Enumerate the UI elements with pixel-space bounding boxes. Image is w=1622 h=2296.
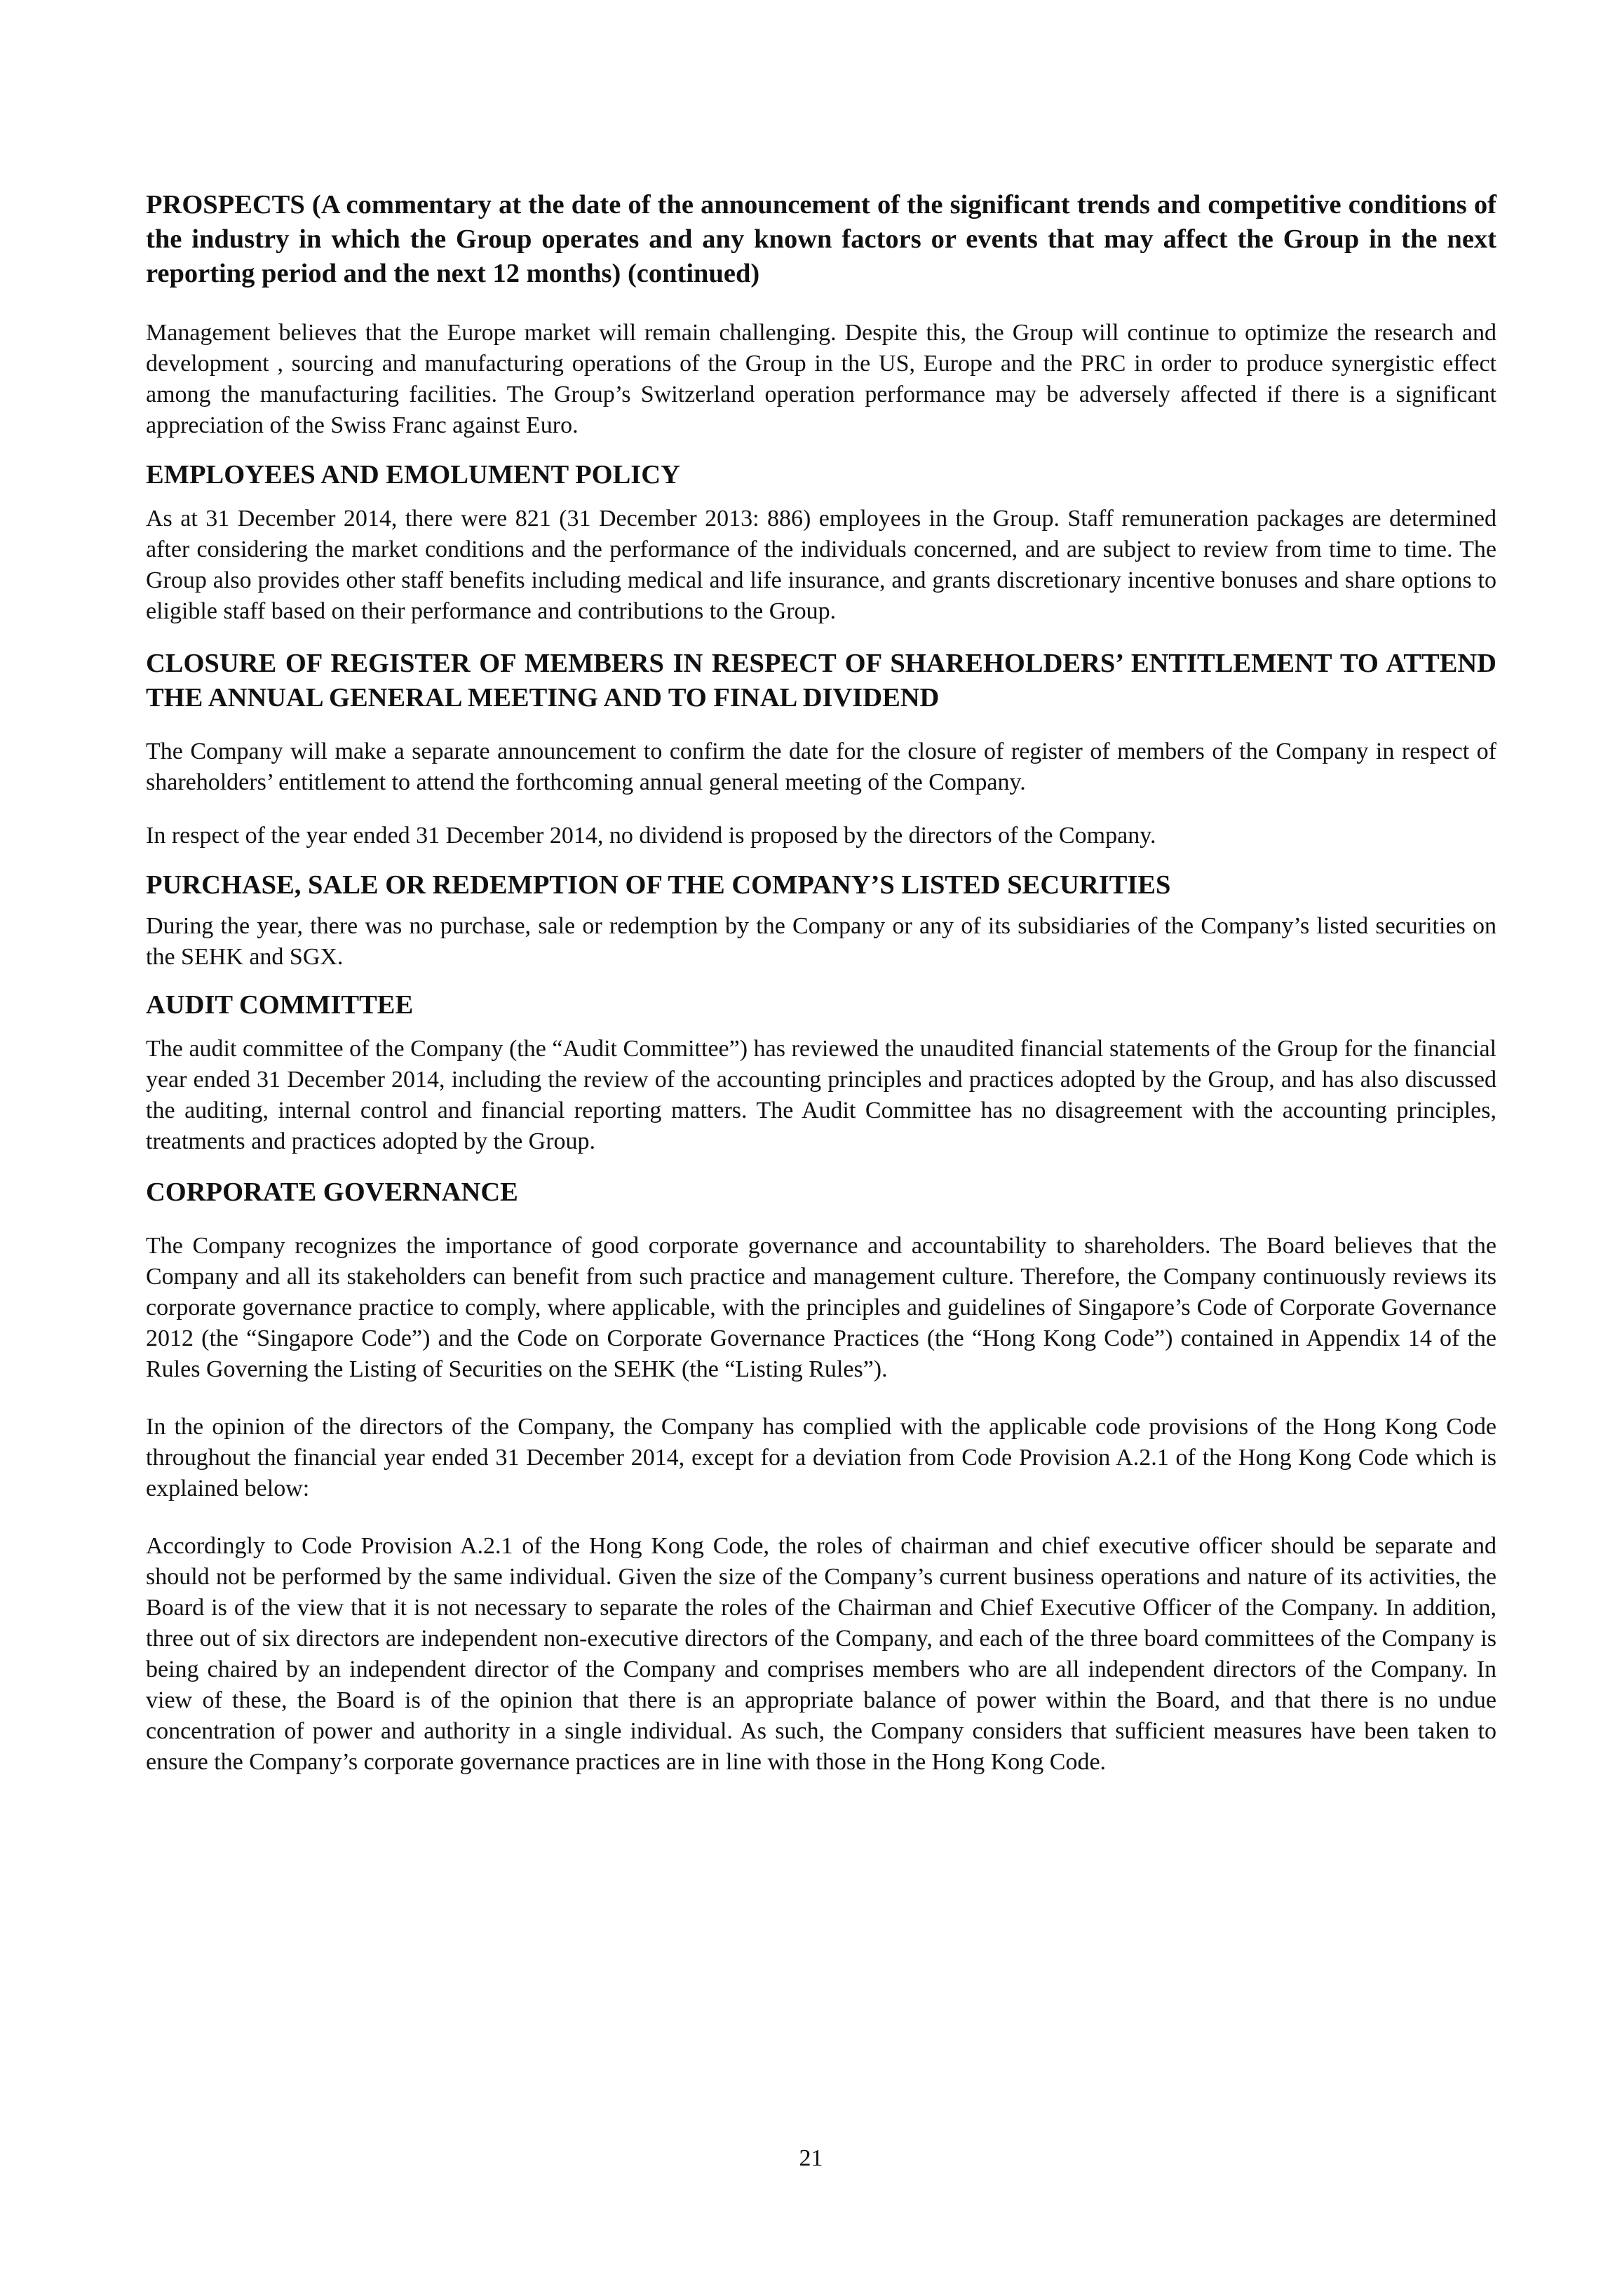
paragraph-closure-1: The Company will make a separate announcement to confirm the date for the closure of register of members of the Company in respect of shareholders’ entitlement to attend the forthcoming annual general meeting of the Company. (146, 738, 1496, 795)
section-heading-employees: EMPLOYEES AND EMOLUMENT POLICY (146, 460, 680, 489)
paragraph-employees-1: As at 31 December 2014, there were 821 (31 December 2013: 886) employees in the Group. Staff remuneration packages are determined after considering the market conditions and the performance of the individuals concerned, and are subject to review from time to time. The Group also provides other staff benefits including medical and life insurance, and grants discretionary incentive bonuses and share options to eligible staff based on their performance and contributions to the Group. (146, 506, 1496, 624)
section-heading-governance: CORPORATE GOVERNANCE (146, 1177, 518, 1207)
document-page (146, 188, 1496, 1778)
paragraph-purchase-1: During the year, there was no purchase, sale or redemption by the Company or any of its subsidiaries of the Company’s listed securities on the SEHK and SGX. (146, 913, 1496, 970)
paragraph-prospects-1: Management believes that the Europe market will remain challenging. Despite this, the Group will continue to optimize the research and development , sourcing and manufacturing operations of the Group in the US, Europe and the PRC in order to produce synergistic effect among the manufacturing facilities. The Group’s Switzerland operation performance may be adversely affected if there is a significant appreciation of the Swiss Franc against Euro. (146, 320, 1496, 438)
paragraph-closure-2: In respect of the year ended 31 December 2014, no dividend is proposed by the directors of the Company. (146, 823, 1156, 849)
section-heading-closure: CLOSURE OF REGISTER OF MEMBERS IN RESPECT OF SHAREHOLDERS’ ENTITLEMENT TO ATTEND THE ANNUAL GENERAL MEETING AND TO FINAL DIVIDEND (146, 649, 1496, 713)
paragraph-governance-2: In the opinion of the directors of the Company, the Company has complied with the applicable code provisions of the Hong Kong Code throughout the financial year ended 31 December 2014, except for a deviation from Code Provision A.2.1 of the Hong Kong Code which is explained below: (146, 1414, 1496, 1501)
section-heading-prospects: PROSPECTS (A commentary at the date of the announcement of the significant trends and competitive conditions of the industry in which the Group operates and any known factors or events that may affect the Group in the next reporting period and the next 12 months) (continued) (146, 190, 1496, 288)
paragraph-governance-3: Accordingly to Code Provision A.2.1 of the Hong Kong Code, the roles of chairman and chief executive officer should be separate and should not be performed by the same individual. Given the size of the Company’s current business operations and nature of its activities, the Board is of the view that it is not necessary to separate the roles of the Chairman and Chief Executive Officer of the Company. In addition, three out of six directors are independent non-executive directors of the Company, and each of the three board committees of the Company is being chaired by an independent director of the Company and comprises members who are all independent directors of the Company. In view of these, the Board is of the opinion that there is an appropriate balance of power within the Board, and that there is no undue concentration of power and authority in a single individual. As such, the Company considers that sufficient measures have been taken to ensure the Company’s corporate governance practices are in line with those in the Hong Kong Code. (146, 1533, 1496, 1775)
section-heading-purchase: PURCHASE, SALE OR REDEMPTION OF THE COMPANY’S LISTED SECURITIES (146, 870, 1171, 900)
paragraph-audit-1: The audit committee of the Company (the “Audit Committee”) has reviewed the unaudited financial statements of the Group for the financial year ended 31 December 2014, including the review of the accounting principles and practices adopted by the Group, and has also discussed the auditing, internal control and financial reporting matters. The Audit Committee has no disagreement with the accounting principles, treatments and practices adopted by the Group. (146, 1036, 1496, 1154)
page-number: 21 (799, 2145, 823, 2171)
section-heading-audit: AUDIT COMMITTEE (146, 990, 414, 1020)
paragraph-governance-1: The Company recognizes the importance of good corporate governance and accountability to shareholders. The Board believes that the Company and all its stakeholders can benefit from such practice and management culture. Therefore, the Company continuously reviews its corporate governance practice to comply, where applicable, with the principles and guidelines of Singapore’s Code of Corporate Governance 2012 (the “Singapore Code”) and the Code on Corporate Governance Practices (the “Hong Kong Code”) contained in Appendix 14 of the Rules Governing the Listing of Securities on the SEHK (the “Listing Rules”). (146, 1233, 1496, 1382)
